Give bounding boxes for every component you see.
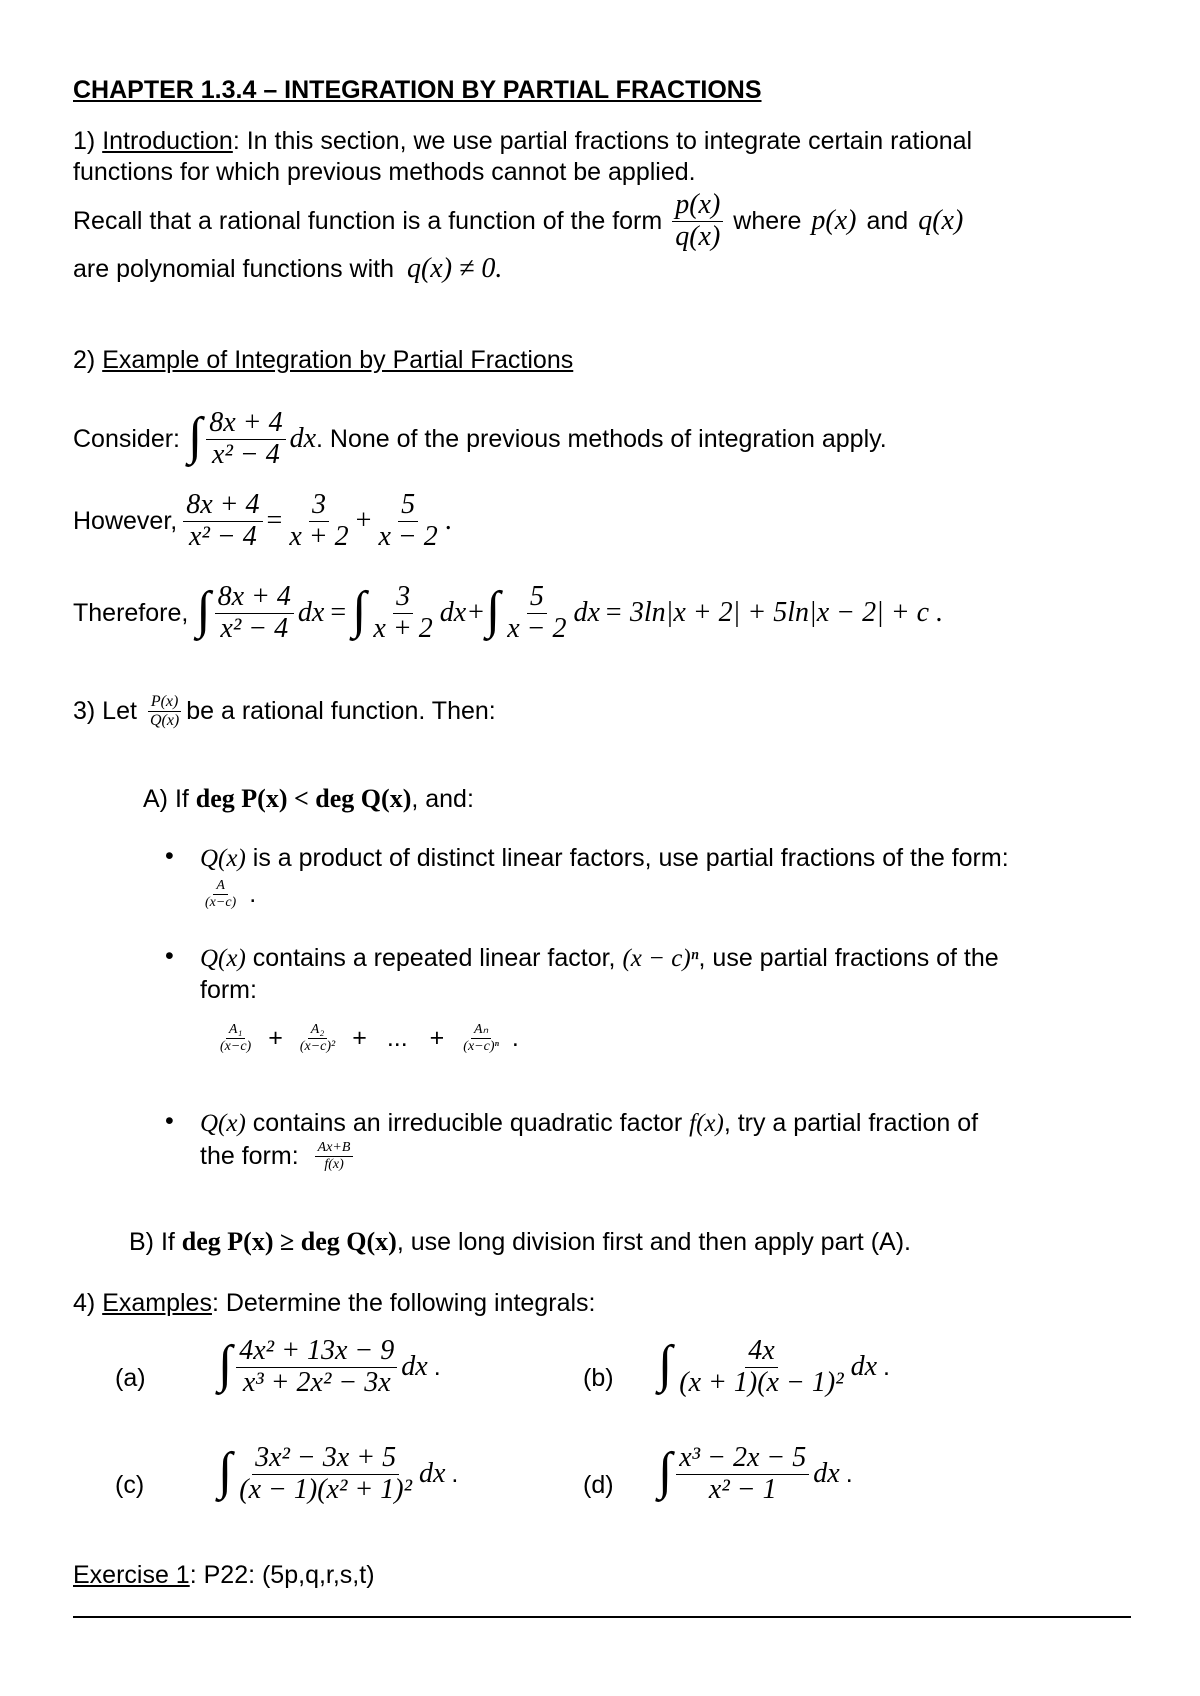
section-heading: Examples xyxy=(102,1289,212,1317)
fraction-numerator: 5 xyxy=(398,490,418,522)
polynomial-text: are polynomial functions with xyxy=(73,255,394,283)
dx-math: dx xyxy=(289,423,317,455)
let-text: 3) Let xyxy=(73,697,137,726)
part-a-line xyxy=(143,783,474,815)
qx-math: Q(x) xyxy=(200,945,246,972)
partial-fraction-term-n xyxy=(460,1022,502,1054)
fraction-numerator: Aₙ xyxy=(471,1022,491,1038)
fraction-denominator: x² − 1 xyxy=(708,1473,777,1505)
fraction-denominator: x − 2 xyxy=(507,612,567,644)
fraction-numerator: A₁ xyxy=(226,1022,245,1038)
fraction-denominator: x² − 4 xyxy=(212,438,280,470)
bullet-1-fraction-line xyxy=(198,878,256,910)
period: . xyxy=(433,1353,441,1382)
therefore-label: Therefore, xyxy=(73,599,189,628)
integrand-fraction xyxy=(676,1443,809,1506)
fraction-lhs xyxy=(183,490,262,553)
part-b-line xyxy=(129,1226,911,1258)
dx-math: dx xyxy=(418,1458,446,1490)
fraction-numerator: 3x² − 3x + 5 xyxy=(252,1443,399,1475)
fraction-numerator: 8x + 4 xyxy=(215,582,294,614)
integral-sign: ∫ xyxy=(188,408,203,466)
example-c-label: (c) xyxy=(115,1471,145,1499)
fraction-numerator: 4x² + 13x − 9 xyxy=(236,1336,397,1368)
period: . xyxy=(883,1353,890,1382)
bullet-3-text-2: , try a partial fraction of xyxy=(723,1109,979,1137)
integral-sign: ∫ xyxy=(658,1336,673,1394)
bullet-3-text-3: the form: xyxy=(200,1142,299,1170)
dx-math: dx xyxy=(813,1458,840,1490)
bullet-2-line-1 xyxy=(200,942,999,975)
bullet-3-text: contains an irreducible quadratic factor xyxy=(245,1109,690,1137)
example-a-integral xyxy=(218,1336,441,1399)
bullet-2-line-2: form: xyxy=(200,976,257,1004)
period: . xyxy=(845,1460,853,1489)
integral-sign: ∫ xyxy=(218,1443,233,1501)
equals-sign: = xyxy=(330,597,347,629)
fraction-numerator: 4x xyxy=(745,1336,777,1368)
fraction-numerator: A xyxy=(213,878,228,894)
fraction-denominator: (x−c)² xyxy=(299,1038,336,1054)
section-1-line-2: functions for which previous methods cannot be applied. xyxy=(73,158,696,186)
therefore-line xyxy=(73,582,943,645)
dx-math: dx xyxy=(850,1351,878,1383)
part-b-tail: , use long division first and then apply part (A). xyxy=(396,1228,911,1256)
dx-math: dx xyxy=(401,1351,428,1383)
example-b-integral xyxy=(658,1336,890,1399)
part-a-condition: deg P(x) < deg Q(x) xyxy=(195,784,412,813)
repeated-factor-math: (x − c)ⁿ xyxy=(622,945,699,972)
integral-sign: ∫ xyxy=(485,582,501,640)
consider-line xyxy=(73,408,887,471)
condition-math: q(x) ≠ 0. xyxy=(406,253,503,284)
fraction-numerator: 3 xyxy=(309,490,329,522)
section-number: 2) xyxy=(73,346,96,374)
fraction-denominator: x − 2 xyxy=(378,520,438,552)
fraction-denominator: (x + 1)(x − 1)² xyxy=(679,1366,844,1398)
fraction-denominator: x + 2 xyxy=(289,520,349,552)
period: . xyxy=(444,505,452,537)
fraction-numerator: Ax+B xyxy=(315,1140,354,1156)
section-1-line-4 xyxy=(73,253,502,285)
fraction-numerator: 8x + 4 xyxy=(206,408,285,440)
equals-sign: = xyxy=(266,505,283,537)
consider-label: Consider: xyxy=(73,425,180,454)
plus-sign: + xyxy=(268,1024,283,1052)
integral-sign: ∫ xyxy=(352,582,367,640)
bullet-1-line xyxy=(200,842,1009,875)
period: . xyxy=(249,880,257,908)
fraction-numerator: P(x) xyxy=(148,693,182,712)
section-4-heading xyxy=(73,1287,595,1319)
bullet-2-text: contains a repeated linear factor, xyxy=(245,944,623,972)
result-math: = 3ln|x + 2| + 5ln|x − 2| + c . xyxy=(603,597,944,629)
dx-math: dx xyxy=(297,597,325,629)
integrand-fraction xyxy=(504,582,569,645)
rational-fraction xyxy=(672,190,723,253)
fraction-denominator: x² − 4 xyxy=(220,612,289,644)
partial-fraction-quadratic xyxy=(315,1140,354,1172)
bullet-dot: • xyxy=(165,1107,174,1135)
fraction-denominator: (x−c) xyxy=(220,1038,252,1054)
example-d-label: (d) xyxy=(583,1471,614,1499)
however-label: However, xyxy=(73,507,178,536)
exercise-label: Exercise 1 xyxy=(73,1561,190,1589)
fraction-numerator: 8x + 4 xyxy=(183,490,262,522)
fraction-denominator: x³ + 2x² − 3x xyxy=(242,1366,391,1398)
qx-math: q(x) xyxy=(918,205,964,237)
exercise-text: : P22: (5p,q,r,s,t) xyxy=(189,1561,375,1589)
integral-sign: ∫ xyxy=(196,582,211,640)
rational-fraction xyxy=(147,693,182,729)
ellipsis: ... xyxy=(386,1024,408,1052)
section-heading: Introduction xyxy=(102,127,233,155)
fraction-denominator: x² − 4 xyxy=(189,520,257,552)
bullet-2-text-2: , use partial fractions of the xyxy=(698,944,999,972)
section-heading: Example of Integration by Partial Fractions xyxy=(102,346,574,374)
fraction-denominator: x + 2 xyxy=(373,612,433,644)
fx-math: f(x) xyxy=(689,1110,724,1137)
bullet-1-text: is a product of distinct linear factors, use partial fractions of the form: xyxy=(245,844,1009,872)
integrand-fraction xyxy=(676,1336,846,1399)
none-text: . None of the previous methods of integration apply. xyxy=(316,425,887,454)
part-a-label: A) If xyxy=(143,785,189,813)
period: . xyxy=(511,1024,519,1052)
bullet-2-fractions xyxy=(213,1022,519,1054)
fraction-term-1 xyxy=(286,490,351,553)
integral-sign: ∫ xyxy=(658,1443,673,1501)
bullet-3-line-2 xyxy=(200,1140,357,1172)
fraction-numerator: 3 xyxy=(393,582,413,614)
recall-text: Recall that a rational function is a function of the form xyxy=(73,207,663,236)
fraction-denominator: Q(x) xyxy=(149,711,180,729)
qx-math: Q(x) xyxy=(200,1110,246,1137)
page-title: CHAPTER 1.3.4 – INTEGRATION BY PARTIAL FRACTIONS xyxy=(73,76,762,104)
section-text: : In this section, we use partial fractions to integrate certain rational xyxy=(232,127,973,155)
period: . xyxy=(451,1460,459,1489)
partial-fraction-term-2 xyxy=(297,1022,338,1054)
part-b-condition: deg P(x) ≥ deg Q(x) xyxy=(181,1227,397,1256)
fraction-numerator: A₂ xyxy=(308,1022,327,1038)
qx-math: Q(x) xyxy=(200,845,246,872)
integrand-fraction xyxy=(206,408,285,471)
example-a-label: (a) xyxy=(115,1364,146,1392)
where-text: where xyxy=(733,207,802,236)
plus-sign: + xyxy=(355,505,372,537)
bullet-3-line-1 xyxy=(200,1107,978,1140)
section-number: 4) xyxy=(73,1289,96,1317)
fraction-denominator: (x − 1)(x² + 1)² xyxy=(239,1473,412,1505)
then-text: be a rational function. Then: xyxy=(186,697,496,726)
plus-sign: + xyxy=(468,597,484,629)
fraction-numerator: p(x) xyxy=(672,190,723,222)
example-b-label: (b) xyxy=(583,1364,614,1392)
footer-rule xyxy=(73,1616,1131,1618)
fraction-numerator: x³ − 2x − 5 xyxy=(676,1443,809,1475)
bullet-dot: • xyxy=(165,842,174,870)
and-text: and xyxy=(866,207,909,236)
exercise-line xyxy=(73,1559,375,1591)
plus-sign: + xyxy=(429,1024,445,1052)
part-b-label: B) If xyxy=(129,1228,175,1256)
partial-fraction-linear xyxy=(202,878,239,910)
fraction-denominator: q(x) xyxy=(675,220,721,252)
dx-math: dx xyxy=(439,597,467,629)
partial-fraction-term-1 xyxy=(217,1022,254,1054)
however-line xyxy=(73,490,452,553)
integrand-fraction xyxy=(370,582,435,645)
integral-sign: ∫ xyxy=(218,1336,233,1394)
fraction-term-2 xyxy=(375,490,440,553)
example-d-integral xyxy=(658,1443,853,1506)
example-c-integral xyxy=(218,1443,458,1506)
section-number: 1) xyxy=(73,127,96,155)
integrand-fraction xyxy=(215,582,294,645)
section-text: : Determine the following integrals: xyxy=(211,1289,596,1317)
fraction-denominator: (x−c)ⁿ xyxy=(463,1038,499,1054)
part-a-tail: , and: xyxy=(411,785,474,813)
section-1-line-3 xyxy=(73,190,963,253)
fraction-denominator: (x−c) xyxy=(205,894,237,910)
section-1-line-1 xyxy=(73,125,972,157)
bullet-dot: • xyxy=(165,942,174,970)
section-3-lead xyxy=(73,693,496,729)
integrand-fraction xyxy=(236,1443,415,1506)
fraction-denominator: f(x) xyxy=(324,1156,344,1172)
px-math: p(x) xyxy=(811,205,857,237)
integrand-fraction xyxy=(236,1336,397,1399)
dx-math: dx xyxy=(573,597,600,629)
fraction-numerator: 5 xyxy=(527,582,547,614)
section-2-heading xyxy=(73,344,573,376)
plus-sign: + xyxy=(352,1024,367,1052)
